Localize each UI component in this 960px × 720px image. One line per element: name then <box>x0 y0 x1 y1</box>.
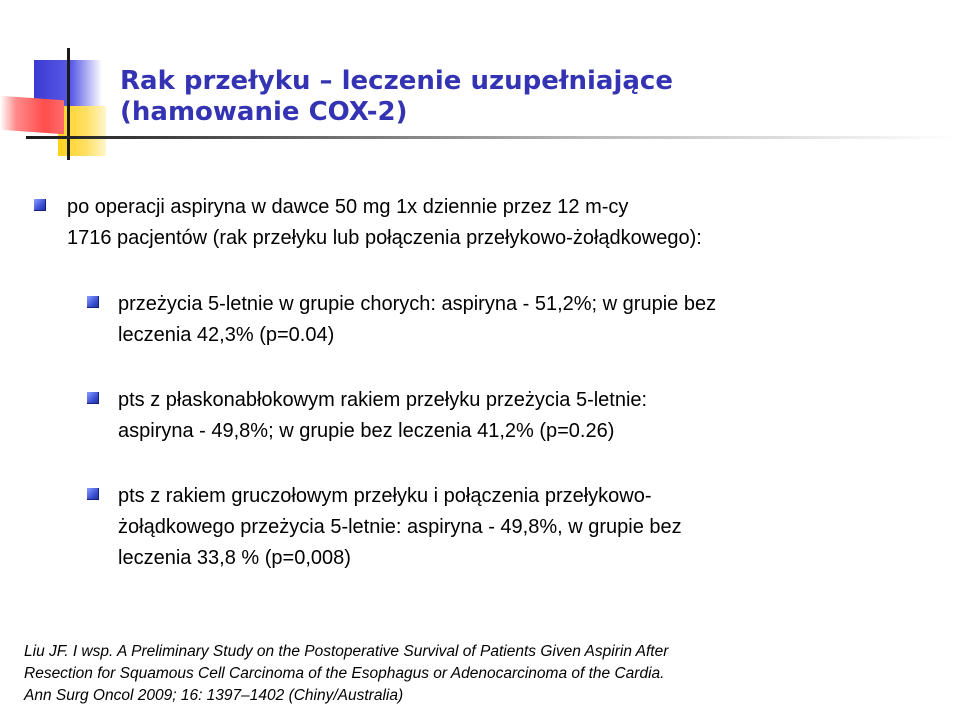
title-underline <box>26 136 956 139</box>
decor-vertical-line <box>67 48 70 160</box>
citation-line-1: Liu JF. I wsp. A Preliminary Study on the Postoperative Survival of Patients Given Aspirin After <box>24 643 669 660</box>
sub-bullet-3-line-3: leczenia 33,8 % (p=0,008) <box>118 547 351 569</box>
bullet-square-icon <box>34 199 46 211</box>
sub-bullet-1-line-2: leczenia 42,3% (p=0.04) <box>118 324 335 346</box>
sub-bullet-2-line-1: pts z płaskonabłokowym rakiem przełyku przeżycia 5-letnie: <box>118 389 648 411</box>
sub-bullet-2-line-2: aspiryna - 49,8%; w grupie bez leczenia 41,2% (p=0.26) <box>118 420 615 442</box>
sub-bullet-3-line-2: żołądkowego przeżycia 5-letnie: aspiryna - 49,8%, w grupie bez <box>118 516 682 538</box>
sub-bullet-3 <box>118 481 938 574</box>
decor-yellow-block <box>58 106 106 156</box>
citation <box>24 641 944 707</box>
bullet-square-icon <box>87 296 99 308</box>
sub-bullet-2 <box>118 385 938 447</box>
main-bullet-line-1: po operacji aspiryna w dawce 50 mg 1x dziennie przez 12 m-cy <box>67 196 629 218</box>
slide-title <box>120 66 940 128</box>
main-bullet <box>67 192 947 254</box>
sub-bullet-1-line-1: przeżycia 5-letnie w grupie chorych: aspiryna - 51,2%; w grupie bez <box>118 293 717 315</box>
citation-line-3: Ann Surg Oncol 2009; 16: 1397–1402 (Chiny/Australia) <box>24 687 404 704</box>
bullet-square-icon <box>87 488 99 500</box>
main-bullet-line-2: 1716 pacjentów (rak przełyku lub połączenia przełykowo-żołądkowego): <box>67 227 702 249</box>
slide-title-line-2: (hamowanie COX-2) <box>120 97 408 127</box>
sub-bullet-3-line-1: pts z rakiem gruczołowym przełyku i połączenia przełykowo- <box>118 485 652 507</box>
bullet-square-icon <box>87 392 99 404</box>
sub-bullet-1 <box>118 289 938 351</box>
slide-title-line-1: Rak przełyku – leczenie uzupełniające <box>120 66 673 96</box>
citation-line-2: Resection for Squamous Cell Carcinoma of the Esophagus or Adenocarcinoma of the Cardia. <box>24 665 665 682</box>
decor-red-streak <box>0 96 64 134</box>
